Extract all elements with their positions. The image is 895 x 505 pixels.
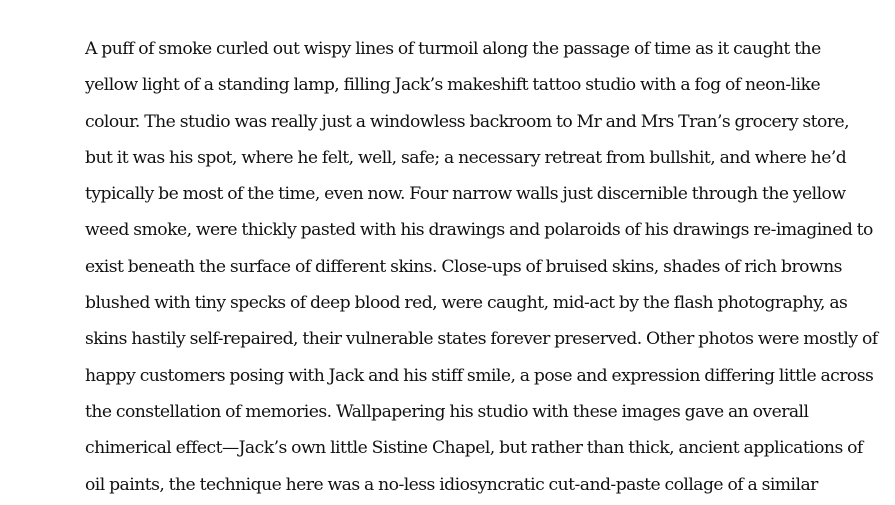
text-line-2: yellow light of a standing lamp, filling Jack’s makeshift tattoo studio with a fog of neon-like <box>85 75 821 96</box>
text-line-3: colour. The studio was really just a windowless backroom to Mr and Mrs Tran’s grocery store, <box>85 111 850 132</box>
text-line-8: blushed with tiny specks of deep blood red, were caught, mid-act by the flash photography, as <box>85 293 848 314</box>
text-line-5: typically be most of the time, even now. Four narrow walls just discernible through the yellow <box>85 184 846 205</box>
text-line-11: the constellation of memories. Wallpapering his studio with these images gave an overall <box>85 401 809 422</box>
text-line-9: skins hastily self-repaired, their vulnerable states forever preserved. Other photos were mostly of <box>85 329 878 350</box>
text-line-13: oil paints, the technique here was a no-less idiosyncratic cut-and-paste collage of a similar <box>85 474 818 495</box>
text-line-12: chimerical effect—Jack’s own little Sistine Chapel, but rather than thick, ancient applications of <box>85 438 863 459</box>
document-body <box>85 31 885 503</box>
text-line-10: happy customers posing with Jack and his stiff smile, a pose and expression differing little across <box>85 365 874 386</box>
paragraph <box>85 31 885 503</box>
text-line-4: but it was his spot, where he felt, well, safe; a necessary retreat from bullshit, and where he’d <box>85 147 847 168</box>
text-line-7: exist beneath the surface of different skins. Close-ups of bruised skins, shades of rich browns <box>85 256 842 277</box>
text-line-1: A puff of smoke curled out wispy lines of turmoil along the passage of time as it caught the <box>85 39 821 59</box>
text-line-6: weed smoke, were thickly pasted with his drawings and polaroids of his drawings re-imagined to <box>85 220 873 241</box>
